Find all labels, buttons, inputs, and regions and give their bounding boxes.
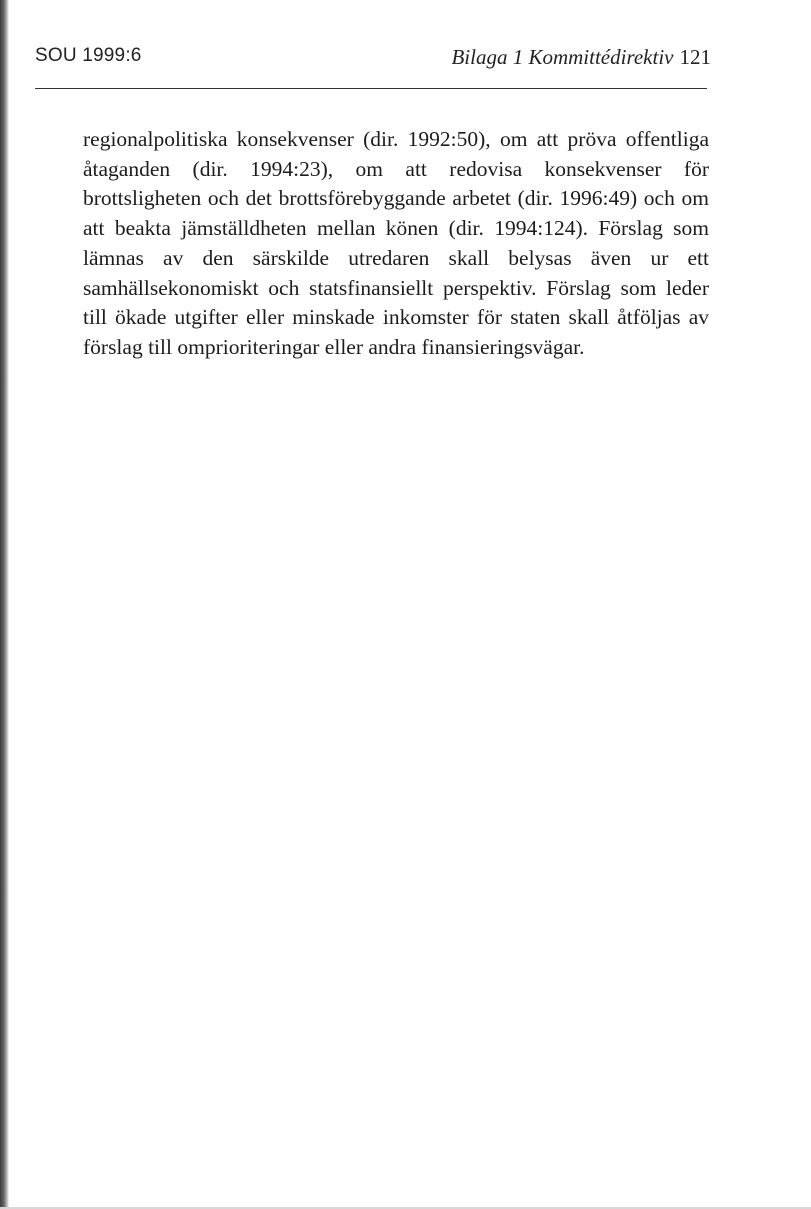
running-head bbox=[451, 45, 711, 70]
section-title: Bilaga 1 Kommittédirektiv bbox=[451, 45, 674, 69]
body-paragraph: regionalpolitiska konsekvenser (dir. 1992:50), om att pröva offentliga åtaganden (dir. 1994:23), om att redovisa konsekvenser för brottsligheten och det brottsförebyggande arbetet (dir. 1996:49) och om att beakta jämställdheten mellan könen (dir. 1994:124). Förslag som lämnas av den särskilde utredaren skall belysas även ur ett samhällsekonomiskt och statsfinansiellt perspektiv. Förslag som leder till ökade utgifter eller minskade inkomster för staten skall åtföljas av förslag till omprioriteringar eller andra finansieringsvägar. bbox=[83, 127, 709, 359]
page-header bbox=[35, 40, 711, 74]
header-rule bbox=[35, 88, 707, 89]
document-series: SOU 1999:6 bbox=[35, 45, 142, 66]
page-number: 121 bbox=[679, 45, 711, 69]
page-binding-edge bbox=[0, 0, 9, 1209]
